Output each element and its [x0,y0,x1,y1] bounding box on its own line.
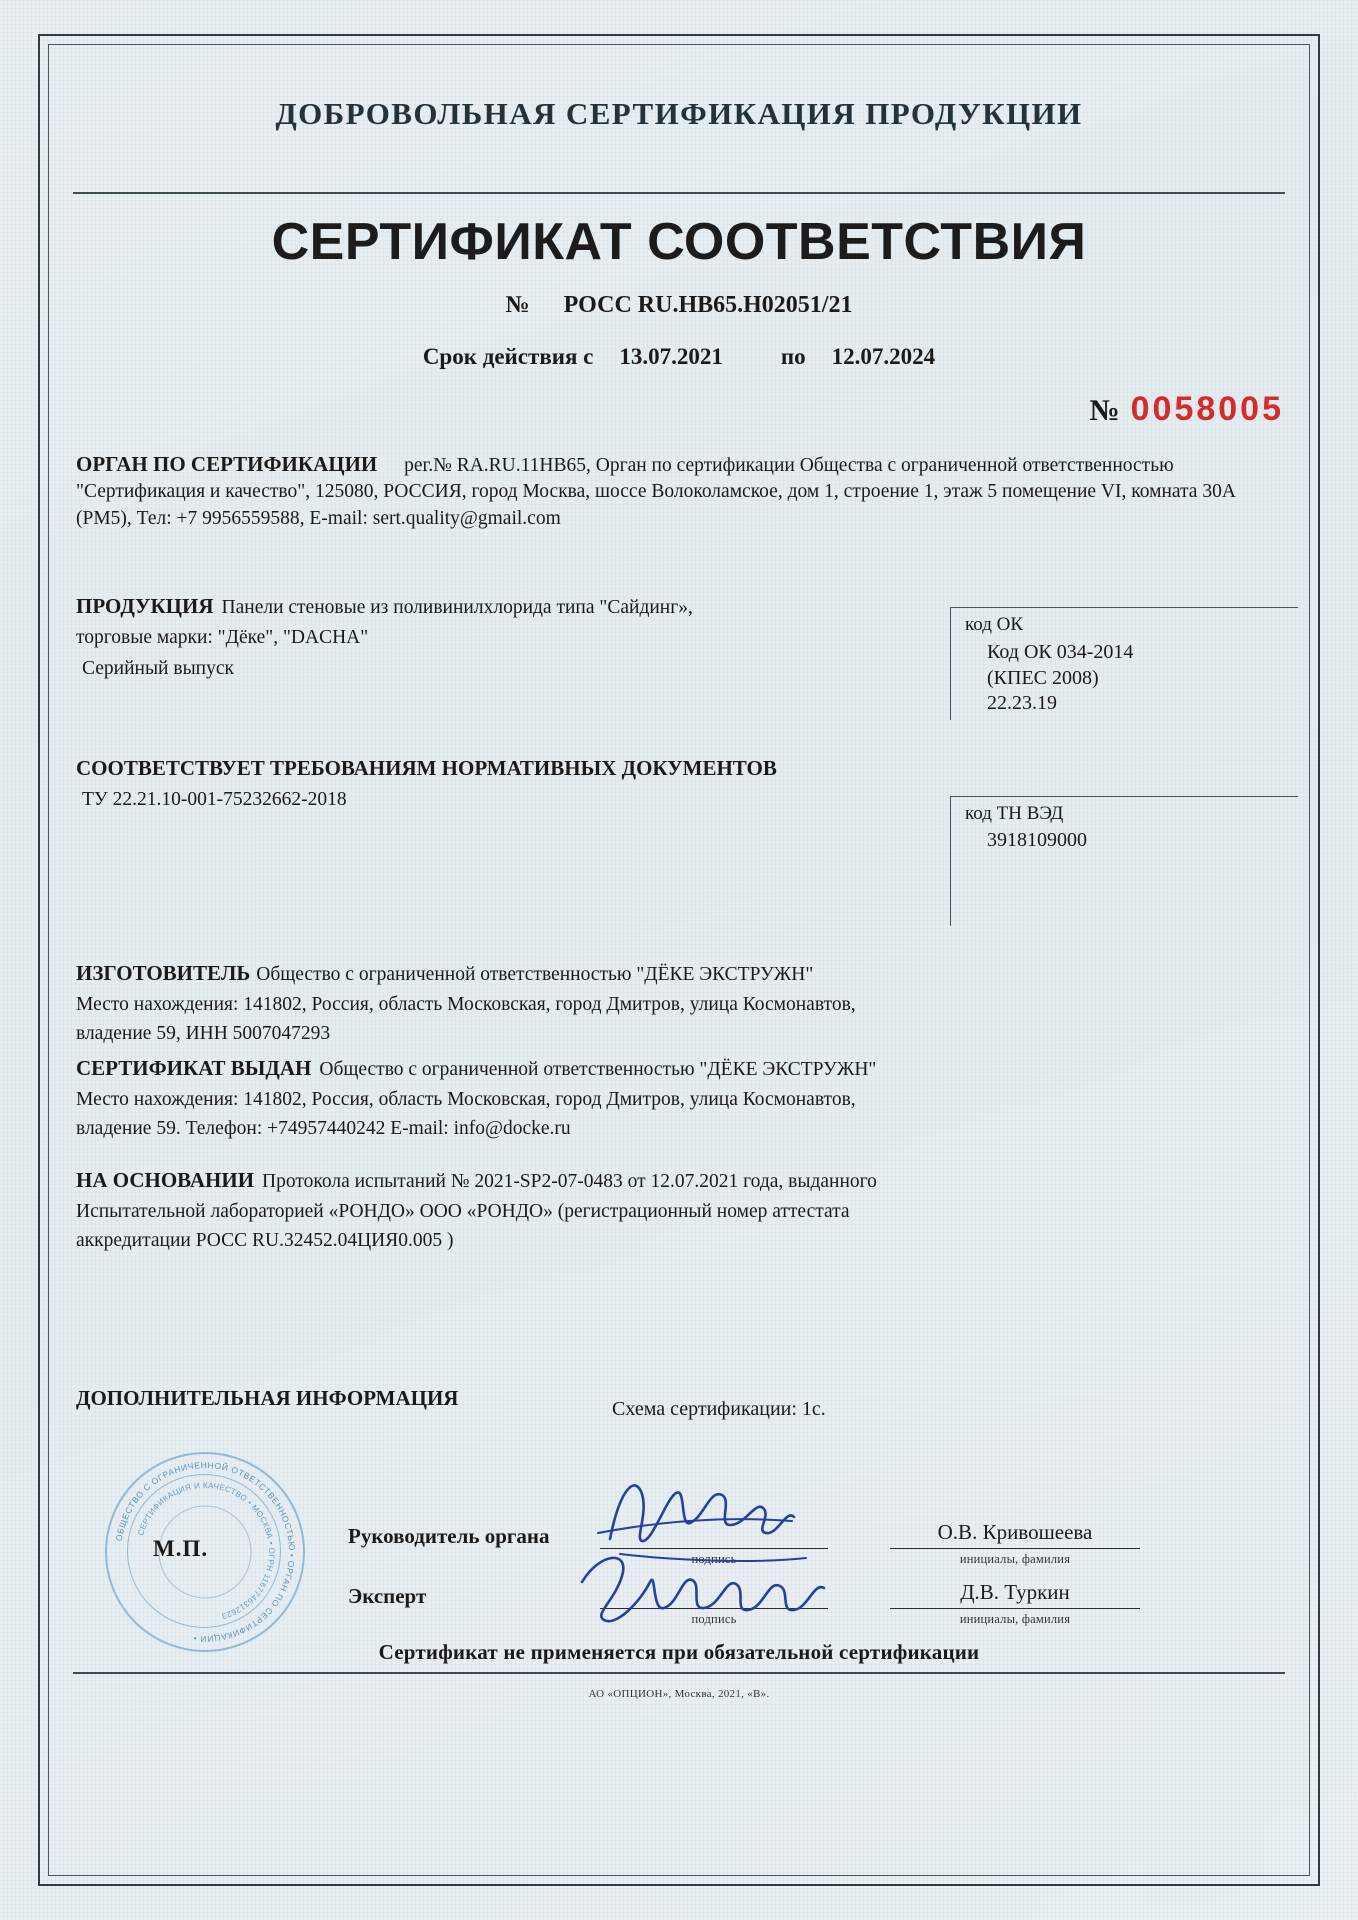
tnved-code-box [950,796,1298,926]
number-symbol: № [505,292,530,318]
serial-number: 0058005 [1130,390,1284,428]
basis-line-1: Протокола испытаний № 2021-SP2-07-0483 от 12.07.2021 года, выданного [262,1171,877,1192]
validity-date-from: 13.07.2021 [619,344,723,369]
product-line-2: торговые марки: "Дёке", "DACHA" [76,627,369,649]
page-title: СЕРТИФИКАТ СООТВЕТСТВИЯ [271,213,1087,271]
validity-date-to: 12.07.2024 [831,344,936,369]
ok-code-box [950,607,1298,720]
signature-head-name: О.В. Кривошеева [937,1520,1093,1544]
serial-symbol: № [1089,394,1121,427]
serial-number-block [1089,390,1284,429]
product-label: ПРОДУКЦИЯ [76,594,214,618]
basis-label: НА ОСНОВАНИИ [76,1168,255,1192]
signature-expert-name: Д.В. Туркин [960,1580,1070,1604]
signature-head-name-caption: инициалы, фамилия [959,1552,1071,1566]
product-line-1: Панели стеновые из поливинилхлорида типа "Сайдинг», [221,597,693,618]
ok-code-title: код ОК [965,614,1024,635]
header-band-title: ДОБРОВОЛЬНАЯ СЕРТИФИКАЦИЯ ПРОДУКЦИИ [275,96,1083,131]
product-line-3: Серийный выпуск [82,657,234,679]
footer-imprint: АО «ОПЦИОН», Москва, 2021, «В». [588,1688,770,1700]
official-stamp [105,1452,305,1652]
additional-info-label: ДОПОЛНИТЕЛЬНАЯ ИНФОРМАЦИЯ [76,1386,459,1410]
footer-separator [73,1672,1285,1674]
manufacturer-line-2: Место нахождения: 141802, Россия, область Московская, город Дмитров, улица Космонавтов, [76,994,856,1016]
issued-to-section [76,1054,1266,1142]
norms-section [76,754,876,814]
signature-head-role: Руководитель органа [348,1524,550,1548]
issued-to-line-2: Место нахождения: 141802, Россия, область Московская, город Дмитров, улица Космонавтов, [76,1089,856,1111]
manufacturer-line-1: Общество с ограниченной ответственностью "ДЁКЕ ЭКСТРУЖН" [256,964,814,985]
signature-expert-row [348,1584,426,1609]
stamp-mp-label: М.П. [153,1536,209,1561]
signature-expert-caption: подпись [691,1612,737,1626]
tnved-code-value: 3918109000 [987,829,1087,851]
ok-code-line-2: (КПЕС 2008) [987,666,1099,689]
manufacturer-label: ИЗГОТОВИТЕЛЬ [76,961,251,985]
handwritten-signature-expert [560,1542,940,1642]
certification-body-section [76,450,1268,532]
additional-info-section [76,1384,1266,1420]
additional-info-value: Схема сертификации: 1с. [612,1398,826,1420]
issued-to-label: СЕРТИФИКАТ ВЫДАН [76,1056,312,1080]
issued-to-line-3: владение 59. Телефон: +74957440242 E-mail: info@docke.ru [76,1117,571,1139]
signature-expert-name-caption: инициалы, фамилия [959,1612,1071,1626]
issued-to-line-1: Общество с ограниченной ответственностью "ДЁКЕ ЭКСТРУЖН" [319,1059,877,1080]
certificate-number: РОСС RU.НВ65.Н02051/21 [563,292,853,318]
norms-label: СООТВЕТСТВУЕТ ТРЕБОВАНИЯМ НОРМАТИВНЫХ ДОКУМЕНТОВ [76,756,777,780]
validity-label: Срок действия с [422,344,594,369]
norms-value: ТУ 22.21.10-001-75232662-2018 [82,789,347,811]
manufacturer-line-3: владение 59, ИНН 5007047293 [76,1022,331,1044]
tnved-code-title: код ТН ВЭД [965,803,1064,824]
signature-head-row [348,1524,550,1549]
header-band [73,58,1285,194]
basis-section [76,1166,1266,1254]
certificate-content [60,54,1298,1866]
ok-code-line-1: Код ОК 034-2014 [987,641,1134,663]
signature-head-caption: подпись [691,1552,737,1566]
signature-expert-role: Эксперт [348,1584,427,1608]
ok-code-line-3: 22.23.19 [987,692,1057,715]
validity-row [60,344,1298,370]
certificate-number-row [60,292,1298,319]
product-section [76,592,876,682]
validity-to-label: по [780,344,806,369]
svg-text:ОБЩЕСТВО С ОГРАНИЧЕННОЙ ОТВЕТС: ОБЩЕСТВО С ОГРАНИЧЕННОЙ ОТВЕТСТВЕННОСТЬЮ • ОРГАН ПО СЕРТИФИКАЦИИ • [113,1459,298,1645]
certification-body-text: рег.№ RA.RU.11НВ65, Орган по сертификации Общества с ограниченной ответственностью "Сертификация и качество", 125080, РОССИЯ, город Москва, шоссе Волоколамское, дом 1, строение 1, этаж 5 помещение VI, комната 30А (РМ5), Тел: +7 9956559588, E-mail: sert.quality@gmail.com [76,455,1236,529]
basis-line-2: Испытательной лабораторией «РОНДО» ООО «РОНДО» (регистрационный номер аттестата [76,1201,850,1223]
basis-line-3: аккредитации РОСС RU.32452.04ЦИЯ0.005 ) [76,1229,454,1251]
certification-body-label: ОРГАН ПО СЕРТИФИКАЦИИ [76,452,378,476]
manufacturer-section [76,959,1266,1047]
footer-note: Сертификат не применяется при обязательной сертификации [378,1640,980,1664]
svg-text:СЕРТИФИКАЦИЯ И КАЧЕСТВО • МОСК: СЕРТИФИКАЦИЯ И КАЧЕСТВО • МОСКВА • ОГРН 1167746312623 [136,1480,277,1621]
